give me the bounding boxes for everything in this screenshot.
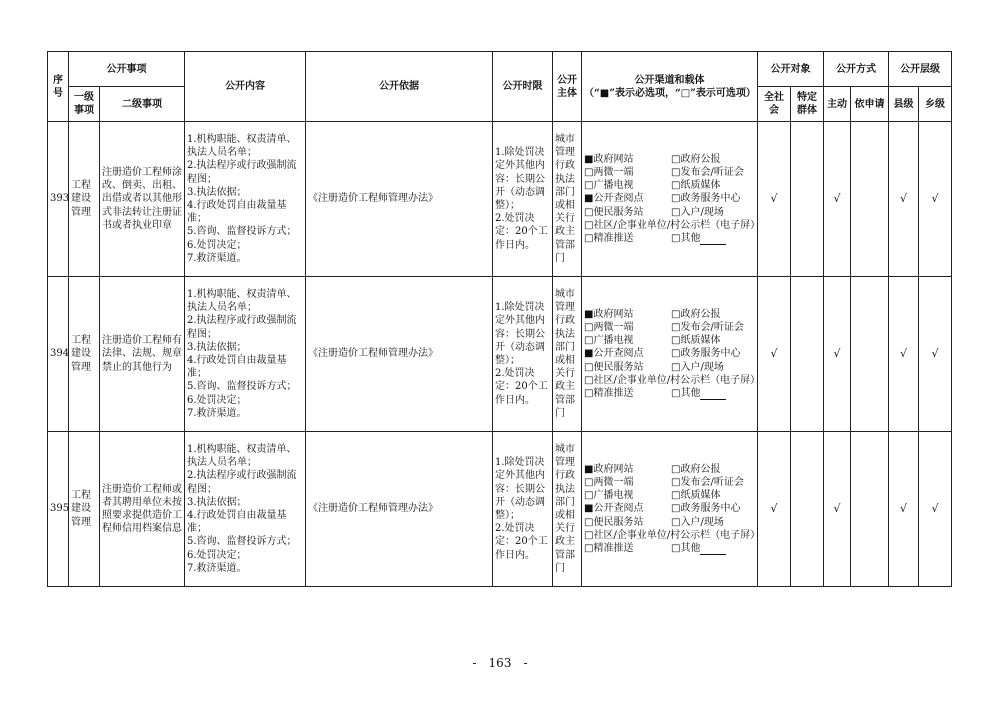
row-time-limit (493, 277, 553, 432)
check-target-all: √ (758, 122, 791, 277)
content-line: 2.执法程序或行政强制流程图； (187, 160, 297, 185)
row-content (185, 432, 306, 587)
channel-option-label: □政府公报 (671, 463, 721, 475)
row-level2: 注册造价工程师或者其聘用单位未按照要求提供造价工程师信用档案信息 (100, 432, 185, 587)
channel-option: ■政府网站 (584, 153, 634, 165)
content-line: 1.机构职能、权责清单、执法人员名单； (187, 133, 297, 159)
channel-option-label: □纸质媒体 (671, 490, 721, 502)
check-method-apply (851, 432, 889, 587)
header-channel-title: 公开渠道和载体 (634, 74, 705, 86)
channel-line (584, 387, 755, 400)
row-content (185, 277, 306, 432)
content-line: 5.咨询、监督投诉方式； (187, 381, 297, 393)
channel-option: □精准推送 (584, 232, 634, 244)
header-target-specific: 特定群体 (791, 87, 824, 122)
row-channels (582, 432, 761, 587)
content-line: 4.行政处罚自由裁量基准； (187, 510, 287, 535)
disclosure-table (47, 51, 952, 587)
channel-line (584, 206, 755, 219)
channel-option: □便民服务站 (584, 361, 644, 373)
footer-dash-right: - (523, 656, 528, 670)
channel-option (671, 308, 755, 321)
content-line: 1.机构职能、权责清单、执法人员名单； (187, 443, 297, 469)
header-level1: 一级事项 (69, 87, 100, 122)
channel-line (584, 361, 755, 374)
channel-option-label: □政务服务中心 (671, 348, 741, 360)
row-basis: 《注册造价工程师管理办法》 (306, 277, 493, 432)
channel-line (584, 489, 755, 502)
channel-option (671, 153, 755, 166)
row-channels (582, 277, 761, 432)
row-level1: 工程建设管理 (69, 122, 100, 277)
fill-in-blank (700, 389, 726, 400)
content-line: 7.救济渠道。 (187, 562, 247, 574)
channel-option-label: □入户/现场 (671, 206, 724, 218)
check-method-active: √ (824, 432, 851, 587)
check-method-apply (851, 277, 889, 432)
header-content: 公开内容 (185, 52, 306, 122)
channel-option (671, 334, 755, 347)
content-line: 3.执法依据； (187, 341, 247, 353)
channel-option: □社区/企事业单位/村公示栏（电子屏） (584, 219, 761, 231)
content-line: 6.处罚决定； (187, 394, 247, 406)
channel-option (671, 166, 755, 179)
channel-option: ■公开查阅点 (584, 503, 644, 515)
channel-line (584, 476, 755, 489)
page-number: 163 (488, 656, 512, 670)
row-basis: 《注册造价工程师管理办法》 (306, 432, 493, 587)
content-line: 3.执法依据； (187, 496, 247, 508)
header-subject: 公开主体 (553, 52, 582, 122)
channel-option: ■政府网站 (584, 308, 634, 320)
fill-in-blank (700, 544, 726, 555)
channel-option-label: □政府公报 (671, 308, 721, 320)
channel-option-label: □政务服务中心 (671, 503, 741, 515)
header-time-limit: 公开时限 (493, 52, 553, 122)
time-limit-line: 2.处罚决定：20个工作日内。 (495, 213, 548, 251)
check-target-specific (791, 432, 824, 587)
channel-option (671, 321, 755, 334)
content-line: 7.救济渠道。 (187, 407, 247, 419)
channel-option (671, 361, 755, 374)
row-subject: 城市管理行政执法部门或相关行政主管部门 (553, 122, 582, 277)
channel-line (584, 542, 755, 555)
channel-option (671, 192, 755, 205)
check-target-all: √ (758, 277, 791, 432)
row-level2: 注册造价工程师涂改、倒卖、出租、出借或者以其他形式非法转让注册证书或者执业印章 (100, 122, 185, 277)
channel-line (584, 463, 755, 476)
channel-option: ■公开查阅点 (584, 348, 644, 360)
table-row (48, 122, 952, 277)
row-seq: 393 (48, 122, 69, 277)
row-level1: 工程建设管理 (69, 277, 100, 432)
channel-option-label: □其他 (671, 542, 701, 554)
content-line: 5.咨询、监督投诉方式； (187, 536, 297, 548)
check-level-town: √ (919, 122, 952, 277)
footer-dash-left: - (472, 656, 477, 670)
row-basis: 《注册造价工程师管理办法》 (306, 122, 493, 277)
row-subject: 城市管理行政执法部门或相关行政主管部门 (553, 432, 582, 587)
channel-line (584, 502, 755, 515)
channel-option: □精准推送 (584, 542, 634, 554)
fill-in-blank (700, 234, 726, 245)
header-method: 公开方式 (824, 52, 889, 87)
content-line: 2.执法程序或行政强制流程图； (187, 470, 297, 495)
channel-option-label: □政府公报 (671, 153, 721, 165)
channel-option (671, 463, 755, 476)
header-matter: 公开事项 (69, 52, 185, 87)
channel-option (671, 489, 755, 502)
check-method-active: √ (824, 277, 851, 432)
table-row (48, 432, 952, 587)
channel-option-label: □发布会/听证会 (671, 477, 744, 489)
channel-option: □两微一端 (584, 477, 634, 489)
header-method-active: 主动 (824, 87, 851, 122)
header-target-all: 全社会 (758, 87, 791, 122)
channel-option: □便民服务站 (584, 516, 644, 528)
channel-option: □两微一端 (584, 322, 634, 334)
check-method-apply (851, 122, 889, 277)
header-basis: 公开依据 (306, 52, 493, 122)
channel-option (671, 387, 755, 400)
check-level-town: √ (919, 432, 952, 587)
channel-option: □广播电视 (584, 335, 634, 347)
channel-option-label: □纸质媒体 (671, 335, 721, 347)
time-limit-line: 1.除处罚决定外其他内容：长期公开（动态调整）； (495, 302, 545, 366)
row-level2: 注册造价工程师有法律、法规、规章禁止的其他行为 (100, 277, 185, 432)
channel-option: ■政府网站 (584, 463, 634, 475)
table-row (48, 277, 952, 432)
header-method-apply: 依申请 (851, 87, 889, 122)
channel-line (584, 516, 755, 529)
channel-option-label: □入户/现场 (671, 516, 724, 528)
channel-line (584, 334, 755, 347)
check-level-county: √ (889, 432, 919, 587)
channel-line (584, 166, 755, 179)
check-level-county: √ (889, 277, 919, 432)
row-channels (582, 122, 761, 277)
channel-line (584, 529, 761, 542)
header-seq: 序号 (48, 52, 69, 122)
channel-line (584, 192, 755, 205)
row-time-limit (493, 432, 553, 587)
header-level2: 二级事项 (100, 87, 185, 122)
row-content (185, 122, 306, 277)
channel-option-label: □政务服务中心 (671, 193, 741, 205)
header-target: 公开对象 (758, 52, 824, 87)
header-level-town: 乡级 (919, 87, 952, 122)
channel-option: □社区/企事业单位/村公示栏（电子屏） (584, 374, 761, 386)
channel-option: □精准推送 (584, 387, 634, 399)
channel-option-label: □发布会/听证会 (671, 322, 744, 334)
channel-option: ■公开查阅点 (584, 193, 644, 205)
channel-option (671, 542, 755, 555)
content-line: 5.咨询、监督投诉方式； (187, 226, 297, 238)
content-line: 3.执法依据； (187, 186, 247, 198)
content-line: 6.处罚决定； (187, 549, 247, 561)
channel-option-label: □入户/现场 (671, 361, 724, 373)
channel-option (671, 502, 755, 515)
channel-option (671, 232, 755, 245)
row-time-limit (493, 122, 553, 277)
channel-line (584, 232, 755, 245)
channel-line (584, 219, 761, 232)
row-level1: 工程建设管理 (69, 432, 100, 587)
row-seq: 394 (48, 277, 69, 432)
channel-option (671, 206, 755, 219)
check-level-county: √ (889, 122, 919, 277)
page-footer (0, 656, 1000, 670)
channel-line (584, 308, 755, 321)
channel-line (584, 179, 755, 192)
content-line: 4.行政处罚自由裁量基准； (187, 200, 287, 225)
content-line: 6.处罚决定； (187, 239, 247, 251)
header-channel (582, 52, 758, 122)
channel-line (584, 153, 755, 166)
channel-option: □社区/企事业单位/村公示栏（电子屏） (584, 529, 761, 541)
channel-option: □便民服务站 (584, 206, 644, 218)
time-limit-line: 1.除处罚决定外其他内容：长期公开（动态调整）； (495, 457, 545, 521)
check-target-all: √ (758, 432, 791, 587)
channel-option (671, 516, 755, 529)
header-level-county: 县级 (889, 87, 919, 122)
content-line: 2.执法程序或行政强制流程图； (187, 315, 297, 340)
row-subject: 城市管理行政执法部门或相关行政主管部门 (553, 277, 582, 432)
check-level-town: √ (919, 277, 952, 432)
time-limit-line: 1.除处罚决定外其他内容：长期公开（动态调整）； (495, 147, 545, 211)
header-channel-note: （“■”表示必选项，“□”表示可选项） (584, 87, 756, 99)
channel-option-label: □其他 (671, 232, 701, 244)
check-target-specific (791, 122, 824, 277)
channel-line (584, 347, 755, 360)
channel-option (671, 476, 755, 489)
channel-option-label: □其他 (671, 387, 701, 399)
content-line: 1.机构职能、权责清单、执法人员名单； (187, 288, 297, 314)
time-limit-line: 2.处罚决定：20个工作日内。 (495, 368, 548, 406)
channel-option (671, 179, 755, 192)
table-body (48, 122, 952, 587)
channel-line (584, 374, 761, 387)
content-line: 4.行政处罚自由裁量基准； (187, 355, 287, 380)
check-target-specific (791, 277, 824, 432)
channel-option: □广播电视 (584, 180, 634, 192)
time-limit-line: 2.处罚决定：20个工作日内。 (495, 523, 548, 561)
header-level: 公开层级 (889, 52, 952, 87)
channel-option (671, 347, 755, 360)
channel-option-label: □发布会/听证会 (671, 167, 744, 179)
channel-line (584, 321, 755, 334)
channel-option: □广播电视 (584, 490, 634, 502)
check-method-active: √ (824, 122, 851, 277)
channel-option: □两微一端 (584, 167, 634, 179)
row-seq: 395 (48, 432, 69, 587)
content-line: 7.救济渠道。 (187, 252, 247, 264)
channel-option-label: □纸质媒体 (671, 180, 721, 192)
